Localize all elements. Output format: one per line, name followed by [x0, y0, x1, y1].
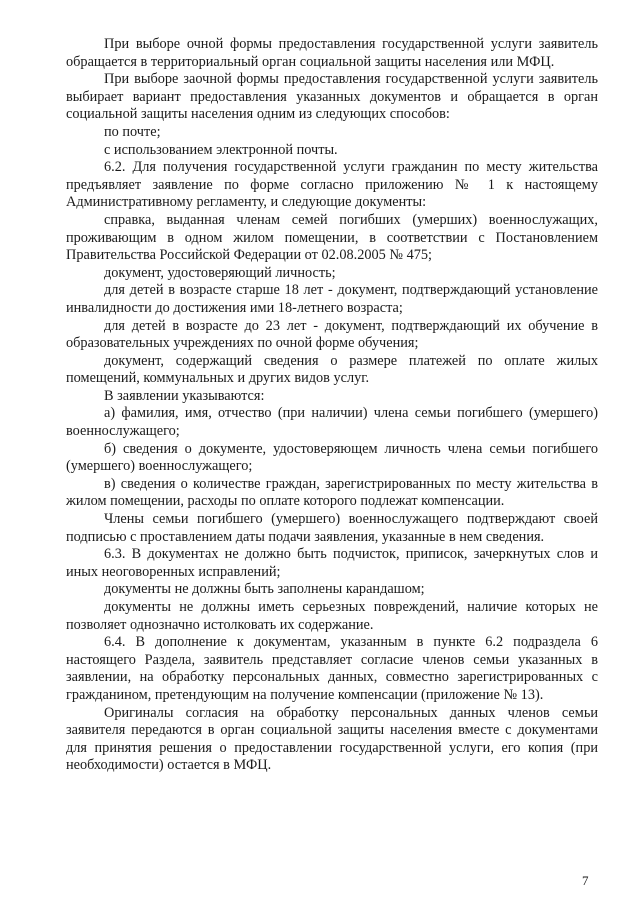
paragraph-10: документ, содержащий сведения о размере платежей по оплате жилых помещений, коммунальных и других видов услуг.: [66, 352, 598, 387]
paragraph-20: Оригиналы согласия на обработку персональных данных членов семьи заявителя передаются в орган социальной защиты населения вместе с документами для принятия решения о предоставлении государственной услуги, его копия (при необходимости) остается в МФЦ.: [66, 704, 598, 774]
paragraph-12: а) фамилия, имя, отчество (при наличии) члена семьи погибшего (умершего) военнослужащего;: [66, 405, 598, 440]
paragraph-14: в) сведения о количестве граждан, зарегистрированных по месту жительства в жилом помещении, расходы по оплате которого подлежат компенсации.: [66, 475, 598, 510]
paragraph-19: 6.4. В дополнение к документам, указанным в пункте 6.2 подраздела 6 настоящего Раздела, заявитель представляет согласие членов семьи указанных в заявлении, на обработку персональных данных, совместно зарегистрированных с гражданином, претендующим на получение компенсации (приложение № 13).: [66, 634, 598, 703]
paragraph-1: При выборе очной формы предоставления государственной услуги заявитель обращается в территориальный орган социальной защиты населения или МФЦ.: [66, 36, 598, 70]
document-page: [66, 36, 598, 775]
paragraph-16: 6.3. В документах не должно быть подчисток, приписок, зачеркнутых слов и иных неоговоренных исправлений;: [66, 546, 598, 580]
paragraph-6: справка, выданная членам семей погибших (умерших) военнослужащих, проживающим в одном жилом помещении, в соответствии с Постановлением Правительства Российской Федерации от 02.08.2005 № 475;: [66, 211, 598, 264]
paragraph-2: При выборе заочной формы предоставления государственной услуги заявитель выбирает вариант предоставления указанных документов и обращается в орган социальной защиты населения одним из следующих способов:: [66, 71, 598, 123]
paragraph-4: с использованием электронной почты.: [104, 141, 338, 158]
paragraph-13: б) сведения о документе, удостоверяющем личность члена семьи погибшего (умершего) военнослужащего;: [66, 440, 598, 475]
paragraph-15: Члены семьи погибшего (умершего) военнослужащего подтверждают своей подписью с проставлением даты подачи заявления, указанные в нем сведения.: [66, 511, 598, 545]
paragraph-18: документы не должны иметь серьезных повреждений, наличие которых не позволяет однозначно истолковать их содержание.: [66, 599, 598, 633]
paragraph-11: В заявлении указываются:: [104, 387, 265, 404]
paragraph-9: для детей в возрасте до 23 лет - документ, подтверждающий их обучение в образовательных учреждениях по очной форме обучения;: [66, 317, 598, 352]
paragraph-3: по почте;: [104, 123, 161, 140]
page-number: 7: [582, 873, 589, 888]
paragraph-17: документы не должны быть заполнены карандашом;: [104, 581, 425, 598]
paragraph-8: для детей в возрасте старше 18 лет - документ, подтверждающий установление инвалидности до достижения ими 18-летнего возраста;: [66, 282, 598, 316]
paragraph-5: 6.2. Для получения государственной услуги гражданин по месту жительства предъявляет заявление по форме согласно приложению № 1 к настоящему Административному регламенту, и следующие документы:: [66, 159, 598, 211]
paragraph-7: документ, удостоверяющий личность;: [104, 264, 336, 281]
